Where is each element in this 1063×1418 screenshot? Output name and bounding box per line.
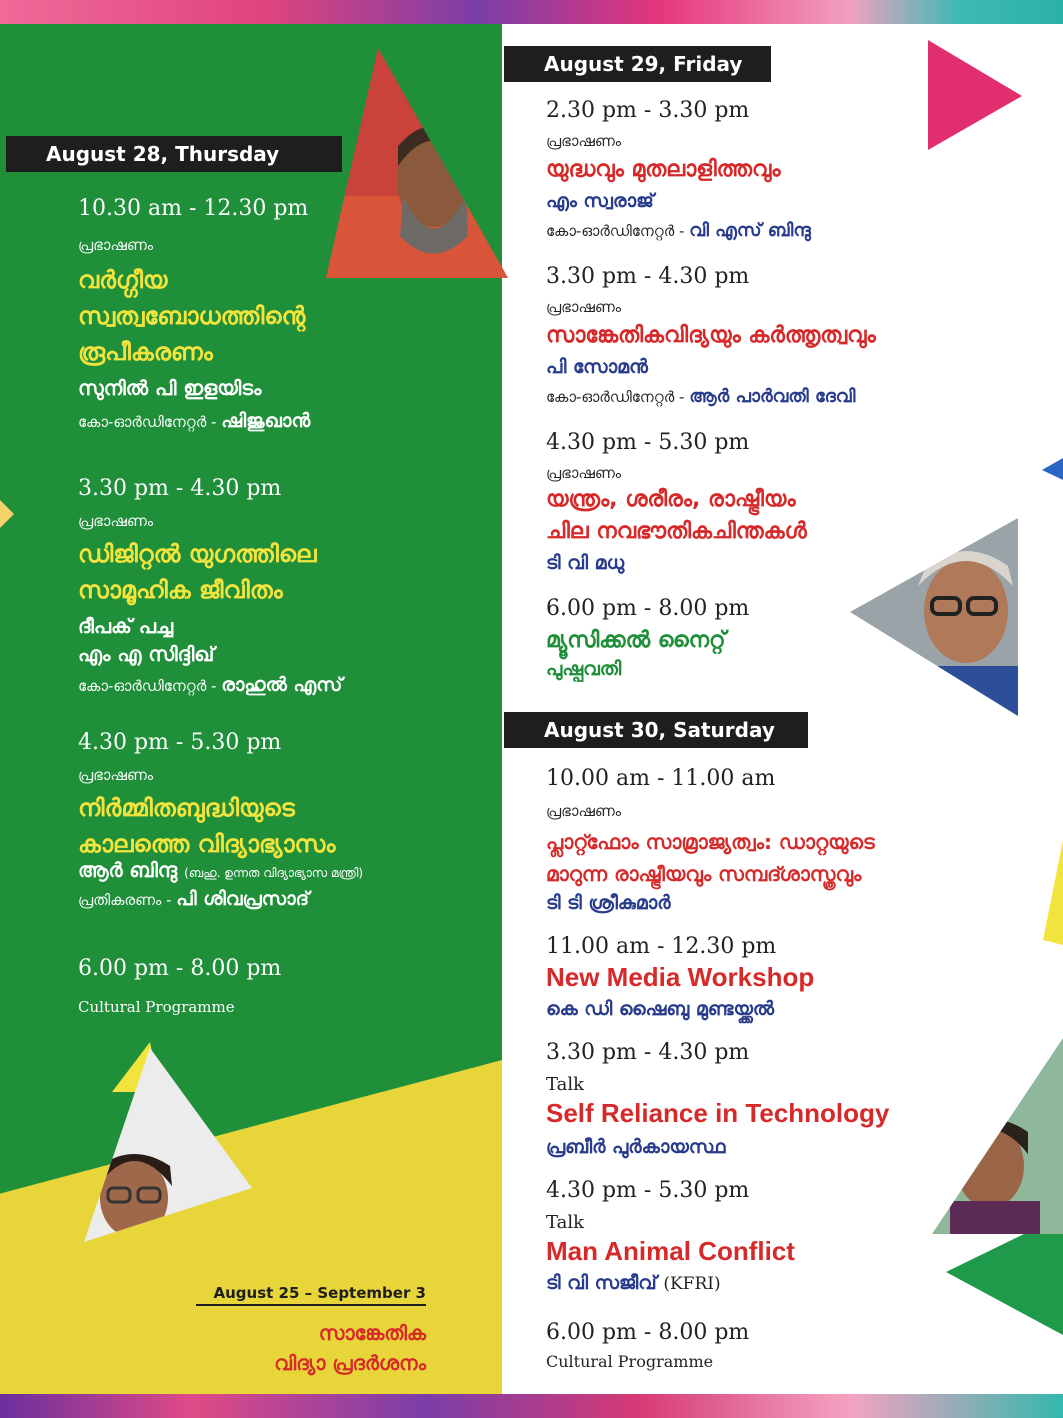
session-title: Self Reliance in Technology	[546, 1098, 890, 1128]
coordinator-name: വി എസ് ബിന്ദു	[689, 220, 811, 241]
session-type: Talk	[546, 1074, 585, 1095]
session-time: 6.00 pm - 8.00 pm	[78, 956, 282, 981]
session-speaker: പുഷ്പവതി	[546, 658, 622, 680]
session-title: Man Animal Conflict	[546, 1236, 795, 1266]
session-title	[78, 790, 335, 862]
session-coordinator	[78, 410, 310, 432]
session-type: പ്രഭാഷണം	[546, 802, 622, 820]
coordinator-name: ആർ പാർവതി ദേവി	[689, 386, 856, 407]
blue-triangle	[1042, 458, 1063, 480]
session-title-line: യന്ത്രം, ശരീരം, രാഷ്ട്രീയം	[546, 487, 796, 512]
session-type: പ്രഭാഷണം	[78, 512, 154, 530]
session-time: 6.00 pm - 8.00 pm	[546, 596, 750, 621]
coordinator-name: രാഹുൽ എസ്	[221, 674, 343, 696]
session-speaker: പ്രബീർ പുർകായസ്ഥ	[546, 1136, 726, 1158]
session-speaker: കെ ഡി ഷൈബു മുണ്ടയ്ക്കൽ	[546, 998, 775, 1020]
session-title-line: സാമൂഹിക ജീവിതം	[78, 576, 283, 604]
speaker-name: ആർ ബിന്ദു	[78, 858, 178, 882]
session-speaker: എം സ്വരാജ്	[546, 190, 654, 212]
expo-dates: August 25 – September 3	[196, 1284, 426, 1306]
session-time: 3.30 pm - 4.30 pm	[546, 264, 750, 289]
session-type: പ്രഭാഷണം	[546, 464, 622, 482]
session-time: 4.30 pm - 5.30 pm	[546, 1178, 750, 1203]
session-speaker: ദീപക് പച്ച	[78, 614, 174, 638]
session-speaker: എം എ സിദ്ദിഖ്	[78, 642, 215, 666]
session-time: 4.30 pm - 5.30 pm	[78, 730, 282, 755]
coordinator-label: കോ-ഓർഡിനേറ്റർ -	[78, 413, 217, 431]
session-time: 3.30 pm - 4.30 pm	[546, 1040, 750, 1065]
speaker-photo-3	[930, 1036, 1063, 1236]
session-time: 10.00 am - 11.00 am	[546, 766, 776, 791]
session-title: മ്യൂസിക്കൽ നൈറ്റ്	[546, 628, 726, 653]
speaker-note: (KFRI)	[663, 1274, 721, 1294]
session-time: 6.00 pm - 8.00 pm	[546, 1320, 750, 1345]
respondent-label: പ്രതികരണം -	[78, 891, 172, 909]
session-title-line: രൂപീകരണം	[78, 338, 213, 366]
expo-title-line: സാങ്കേതിക	[318, 1321, 426, 1345]
session-type: പ്രഭാഷണം	[546, 298, 622, 316]
session-title-line: ഡിജിറ്റൽ യുഗത്തിലെ	[78, 540, 317, 568]
session-time: 10.30 am - 12.30 pm	[78, 196, 309, 221]
speaker-name: ടി വി സജീവ്	[546, 1272, 657, 1294]
coordinator-label: കോ-ഓർഡിനേറ്റർ -	[546, 222, 685, 240]
date-badge-aug30: August 30, Saturday	[504, 712, 808, 748]
session-title: യുദ്ധവും മുതലാളിത്തവും	[546, 157, 781, 182]
session-coordinator	[546, 220, 811, 241]
session-respondent	[78, 888, 309, 910]
session-title-line: നിർമ്മിതബുദ്ധിയുടെ	[78, 794, 295, 822]
session-type: Talk	[546, 1212, 585, 1233]
session-time: 3.30 pm - 4.30 pm	[78, 476, 282, 501]
session-title-line: കാലത്തെ വിദ്യാഭ്യാസം	[78, 830, 336, 858]
session-speaker: സുനിൽ പി ഇളയിടം	[78, 376, 262, 400]
respondent-name: പി ശിവപ്രസാദ്	[176, 888, 310, 910]
session-speaker	[78, 858, 363, 882]
date-badge-aug29: August 29, Friday	[504, 46, 771, 82]
session-title	[78, 262, 305, 370]
pink-triangle	[928, 40, 1022, 150]
session-speaker: ടി ടി ശ്രീകുമാർ	[546, 892, 671, 914]
session-speaker: പി സോമൻ	[546, 356, 648, 378]
session-type: പ്രഭാഷണം	[78, 236, 154, 254]
session-title-line: ചില നവഭൗതികചിന്തകൾ	[546, 519, 807, 544]
session-title-line: പ്ലാറ്റ്ഫോം സാമ്രാജ്യത്വം: ഡാറ്റയുടെ	[546, 830, 875, 854]
session-type: പ്രഭാഷണം	[78, 766, 154, 784]
coordinator-label: കോ-ഓർഡിനേറ്റർ -	[78, 677, 217, 695]
session-title	[546, 826, 875, 890]
coordinator-label: കോ-ഓർഡിനേറ്റർ -	[546, 388, 685, 406]
session-speaker	[546, 1272, 721, 1294]
speaker-photo-1	[318, 46, 513, 286]
small-yellow-triangle	[0, 500, 14, 528]
session-coordinator	[78, 674, 342, 696]
session-type: Cultural Programme	[546, 1352, 714, 1371]
session-speaker: ടി വി മധു	[546, 552, 625, 574]
session-title	[546, 484, 807, 548]
session-time: 4.30 pm - 5.30 pm	[546, 430, 750, 455]
session-time: 11.00 am - 12.30 pm	[546, 934, 777, 959]
speaker-photo-4	[62, 1046, 254, 1244]
session-title-line: വർഗ്ഗീയ	[78, 266, 168, 294]
coordinator-name: ഷിജുഖാൻ	[221, 410, 311, 432]
right-yellow-triangle	[1043, 840, 1063, 945]
session-type: Cultural Programme	[78, 998, 235, 1016]
date-badge-aug28: August 28, Thursday	[6, 136, 342, 172]
session-type: പ്രഭാഷണം	[546, 132, 622, 150]
session-time: 2.30 pm - 3.30 pm	[546, 98, 750, 123]
session-title	[78, 536, 317, 608]
expo-title	[196, 1318, 426, 1378]
session-title: സാങ്കേതികവിദ്യയും കർത്തൃത്വവും	[546, 323, 876, 348]
session-title-line: മാറുന്ന രാഷ്ട്രീയവും സമ്പദ്ശാസ്ത്രവും	[546, 862, 862, 886]
session-title: New Media Workshop	[546, 962, 815, 992]
expo-title-line: വിദ്യാ പ്രദർശനം	[274, 1351, 426, 1375]
session-title-line: സ്വത്വബോധത്തിന്റെ	[78, 302, 306, 330]
speaker-photo-2	[848, 516, 1023, 721]
speaker-note: (ബഹു. ഉന്നത വിദ്യാഭ്യാസ മന്ത്രി)	[184, 866, 363, 880]
session-coordinator	[546, 386, 855, 407]
